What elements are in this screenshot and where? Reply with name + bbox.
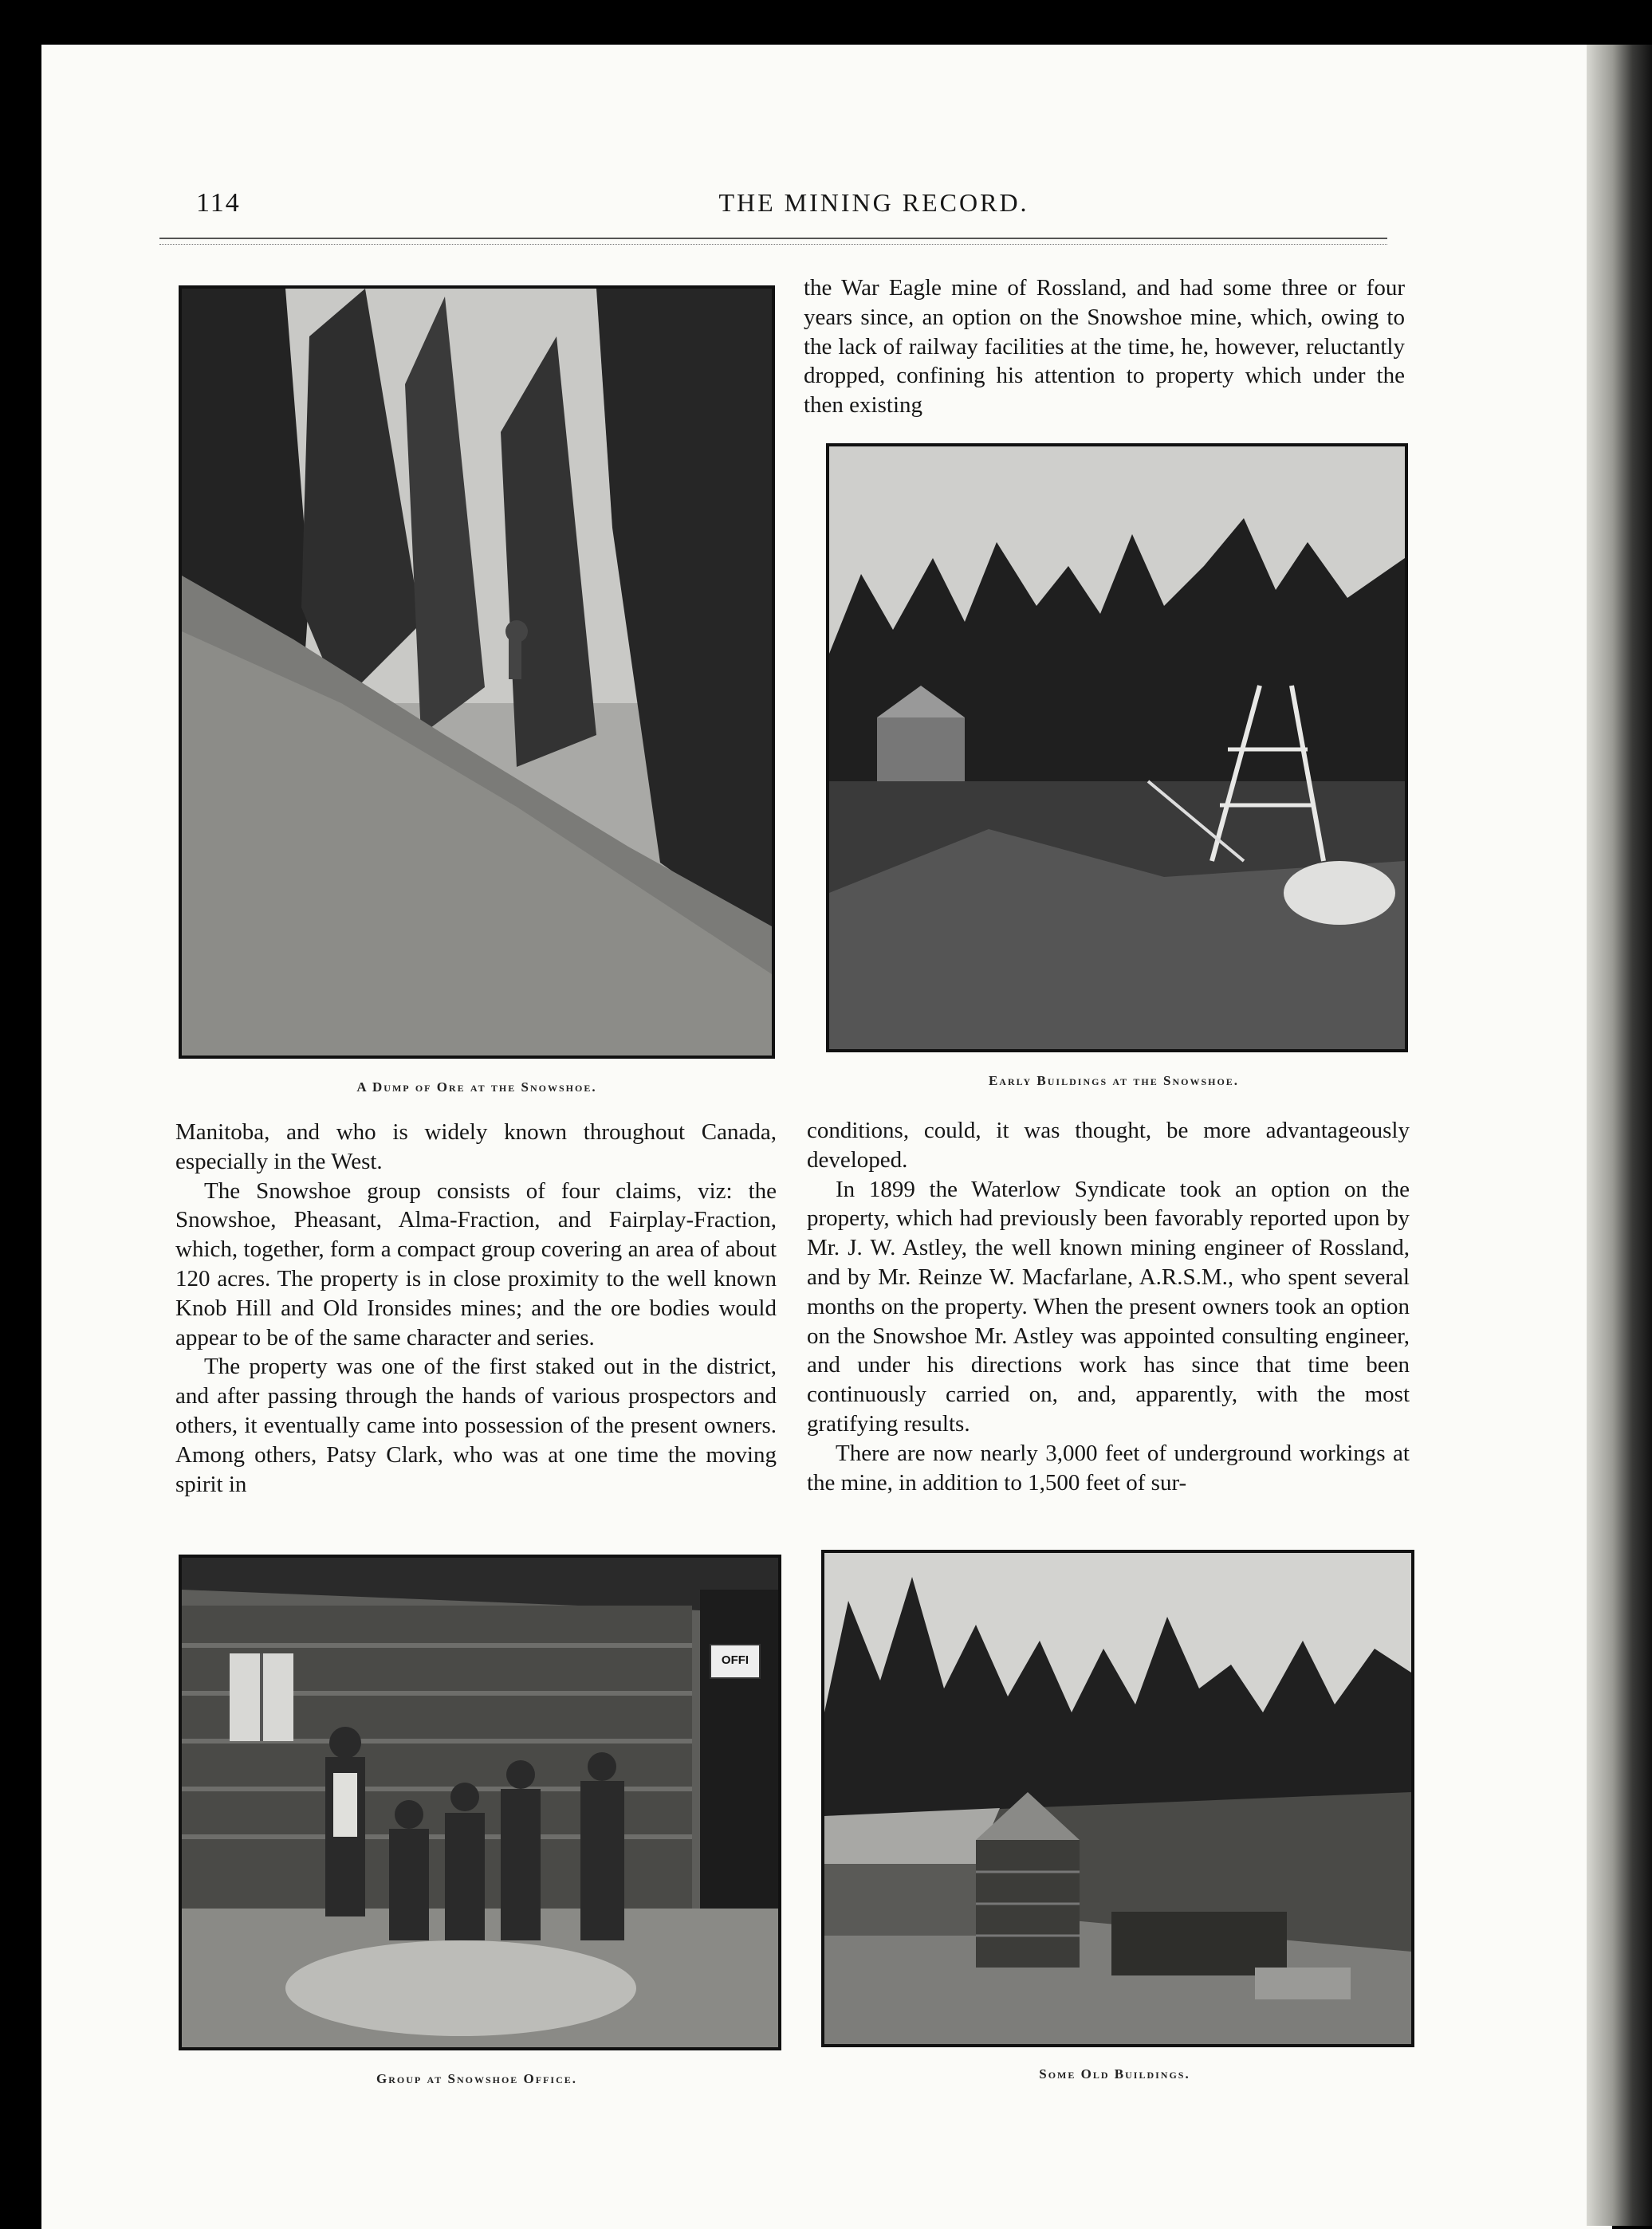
paragraph: conditions, could, it was thought, be more advantageously developed.: [807, 1118, 1410, 1173]
paragraph: The property was one of the first staked out in the district, and after passing through the hands of various prospectors and others, it eventually came into possession of the present owners. Among others, Patsy Clark, who was at one time the moving spirit in: [175, 1354, 777, 1497]
header-rule-dotted: [159, 244, 1387, 245]
page-number: 114: [196, 188, 241, 218]
photo-ore-dump: [179, 285, 775, 1059]
page-header: [196, 188, 1392, 228]
caption-early-buildings: Early Buildings at the Snowshoe.: [988, 1073, 1240, 1088]
caption-old-buildings: Some Old Buildings.: [1039, 2066, 1190, 2082]
caption-group-office: Group at Snowshoe Office.: [376, 2071, 578, 2086]
text-right-middle: [807, 1116, 1410, 1497]
paragraph: In 1899 the Waterlow Syndicate took an option on the property, which had previously been favorably reported upon by Mr. J. W. Astley, the well known mining engineer of Rossland, and by Mr. Reinze W. Macfarlane, A.R.S.M., who spent several months on the property. When the present owners took an option on the Snowshoe Mr. Astley was appointed consulting engineer, and under his directions work has since that time been continuously carried on, and, apparently, with the most gratifying results.: [807, 1176, 1410, 1437]
paragraph: Manitoba, and who is widely known throughout Canada, especially in the West.: [175, 1119, 777, 1174]
paragraph: The Snowshoe group consists of four claims, viz: the Snowshoe, Pheasant, Alma-Fraction, and Fairplay-Fraction, which, together, form a compact group covering an area of about 120 acres. The property is in close proximity to the well known Knob Hill and Old Ironsides mines; and the ore bodies would appear to be of the same character and series.: [175, 1177, 777, 1350]
text-right-top: the War Eagle mine of Rossland, and had some three or four years since, an option on the Snowshoe mine, which, owing to the lack of railway facilities at the time, he, however, reluctantly dropped, confining his attention to property which under the then existing: [804, 275, 1405, 419]
book-spine-edge: [1587, 45, 1652, 2226]
header-rule: [159, 238, 1387, 239]
running-head: THE MINING RECORD.: [718, 188, 1029, 217]
photo-early-buildings: [826, 443, 1408, 1052]
caption-ore-dump: A Dump of Ore at the Snowshoe.: [356, 1079, 597, 1095]
paragraph: There are now nearly 3,000 feet of underground workings at the mine, in addition to 1,500 feet of sur-: [807, 1440, 1410, 1496]
photo-old-buildings: [821, 1550, 1414, 2047]
text-left-middle: [175, 1118, 777, 1499]
photo-group-office: [179, 1555, 781, 2050]
office-sign: OFFI: [710, 1644, 761, 1679]
